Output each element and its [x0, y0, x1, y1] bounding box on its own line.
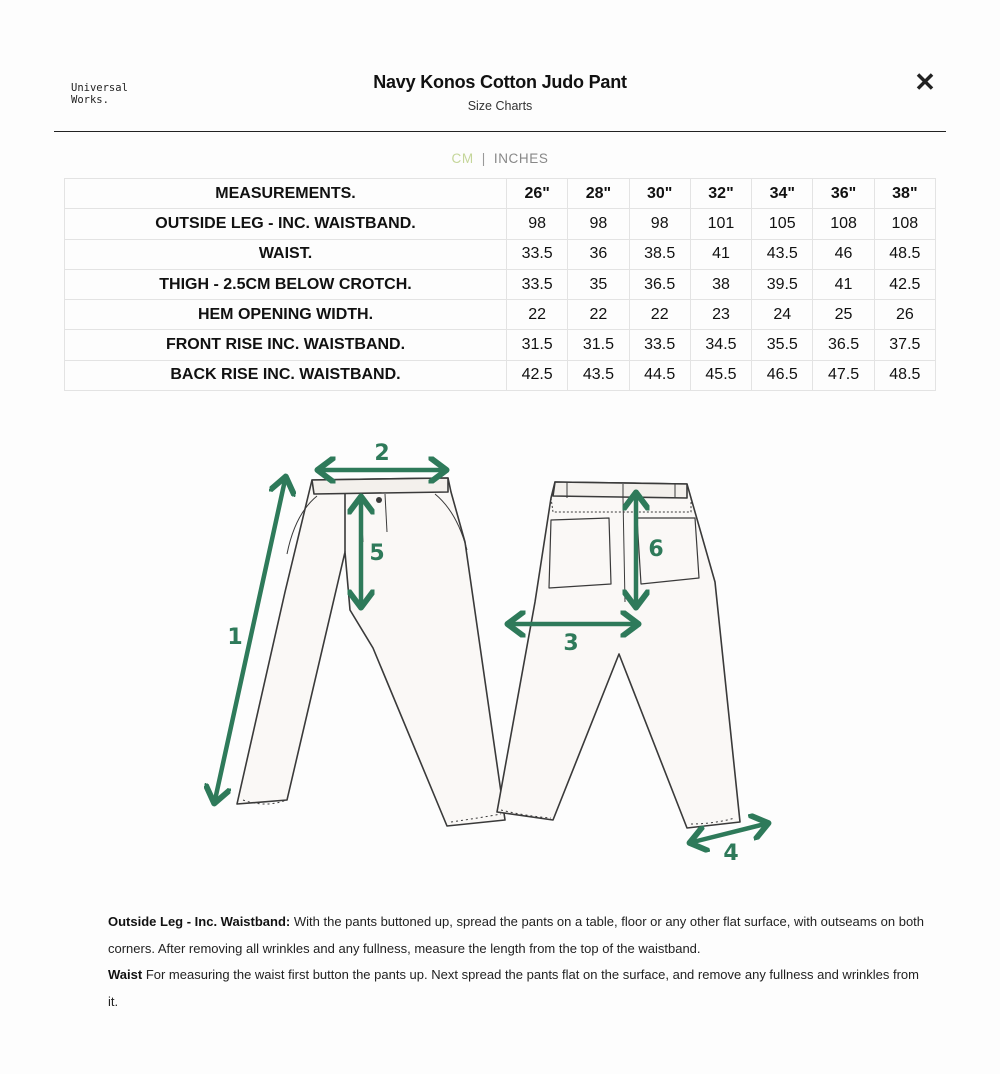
marker-1: 1	[227, 625, 243, 650]
size-chart-table	[64, 178, 936, 391]
table-cell: 33.5	[507, 269, 568, 299]
column-header: 30"	[629, 179, 690, 209]
table-cell: 101	[690, 209, 751, 239]
table-cell: 23	[690, 300, 751, 330]
marker-2: 2	[374, 441, 390, 466]
table-cell: 25	[813, 300, 874, 330]
marker-3: 3	[563, 631, 579, 656]
table-cell: 45.5	[690, 360, 751, 390]
table-cell: 38.5	[629, 239, 690, 269]
table-cell: 98	[568, 209, 629, 239]
table-cell: 31.5	[568, 330, 629, 360]
row-label: BACK RISE INC. WAISTBAND.	[65, 360, 507, 390]
note-outside-leg	[108, 909, 928, 962]
table-cell: 35	[568, 269, 629, 299]
table-row	[65, 239, 936, 269]
table-cell: 46.5	[752, 360, 813, 390]
table-cell: 44.5	[629, 360, 690, 390]
table-cell: 37.5	[874, 330, 935, 360]
table-cell: 108	[874, 209, 935, 239]
unit-cm-button[interactable]: CM	[451, 151, 474, 166]
table-cell: 42.5	[507, 360, 568, 390]
pants-measurement-diagram	[195, 432, 795, 872]
marker-4: 4	[723, 841, 739, 866]
table-row	[65, 209, 936, 239]
row-label: WAIST.	[65, 239, 507, 269]
table-cell: 34.5	[690, 330, 751, 360]
table-cell: 39.5	[752, 269, 813, 299]
table-cell: 98	[629, 209, 690, 239]
table-cell: 33.5	[507, 239, 568, 269]
back-view-pants	[497, 482, 740, 828]
column-header: 38"	[874, 179, 935, 209]
table-cell: 47.5	[813, 360, 874, 390]
table-cell: 108	[813, 209, 874, 239]
note-term: Waist	[108, 967, 143, 982]
table-cell: 33.5	[629, 330, 690, 360]
column-header: 26"	[507, 179, 568, 209]
table-row	[65, 330, 936, 360]
row-label: FRONT RISE INC. WAISTBAND.	[65, 330, 507, 360]
table-cell: 31.5	[507, 330, 568, 360]
table-cell: 36	[568, 239, 629, 269]
note-text: For measuring the waist first button the pants up. Next spread the pants flat on the surface, and remove any fullness and wrinkles from it.	[108, 967, 919, 1009]
column-header: 28"	[568, 179, 629, 209]
page-subtitle: Size Charts	[467, 99, 533, 113]
logo-line-1: Universal	[71, 82, 128, 94]
column-header: 32"	[690, 179, 751, 209]
note-text: With the pants buttoned up, spread the pants on a table, floor or any other flat surface, with outseams on both corners. After removing all wrinkles and any fullness, measure the length from the top of the waistband.	[108, 914, 925, 956]
table-header-row	[65, 179, 936, 209]
table-row	[65, 300, 936, 330]
column-header: 36"	[813, 179, 874, 209]
front-view-pants	[237, 478, 505, 826]
table-cell: 43.5	[568, 360, 629, 390]
table-cell: 38	[690, 269, 751, 299]
table-cell: 43.5	[752, 239, 813, 269]
table-cell: 22	[629, 300, 690, 330]
table-cell: 48.5	[874, 360, 935, 390]
table-cell: 105	[752, 209, 813, 239]
logo-line-2: Works.	[71, 94, 109, 106]
table-cell: 22	[568, 300, 629, 330]
note-waist	[108, 962, 928, 1015]
table-cell: 42.5	[874, 269, 935, 299]
row-label: OUTSIDE LEG - INC. WAISTBAND.	[65, 209, 507, 239]
table-cell: 24	[752, 300, 813, 330]
table-cell: 41	[813, 269, 874, 299]
table-cell: 41	[690, 239, 751, 269]
row-label: HEM OPENING WIDTH.	[65, 300, 507, 330]
modal-header	[54, 0, 946, 132]
table-cell: 22	[507, 300, 568, 330]
column-header: 34"	[752, 179, 813, 209]
page-title: Navy Konos Cotton Judo Pant	[373, 72, 627, 92]
marker-5: 5	[369, 541, 385, 566]
table-row	[65, 360, 936, 390]
table-cell: 98	[507, 209, 568, 239]
unit-toggle	[0, 151, 1000, 166]
note-term: Outside Leg - Inc. Waistband:	[108, 914, 291, 929]
table-cell: 36.5	[813, 330, 874, 360]
close-icon: ✕	[914, 67, 936, 97]
row-label: THIGH - 2.5CM BELOW CROTCH.	[65, 269, 507, 299]
marker-6: 6	[648, 537, 664, 562]
table-cell: 26	[874, 300, 935, 330]
column-header: MEASUREMENTS.	[65, 179, 507, 209]
table-row	[65, 269, 936, 299]
table-cell: 48.5	[874, 239, 935, 269]
table-cell: 36.5	[629, 269, 690, 299]
measurement-notes	[108, 909, 928, 1015]
close-button[interactable]	[914, 68, 936, 96]
unit-separator: |	[481, 151, 486, 166]
table-cell: 35.5	[752, 330, 813, 360]
table-cell: 46	[813, 239, 874, 269]
unit-inches-button[interactable]: INCHES	[493, 151, 549, 166]
